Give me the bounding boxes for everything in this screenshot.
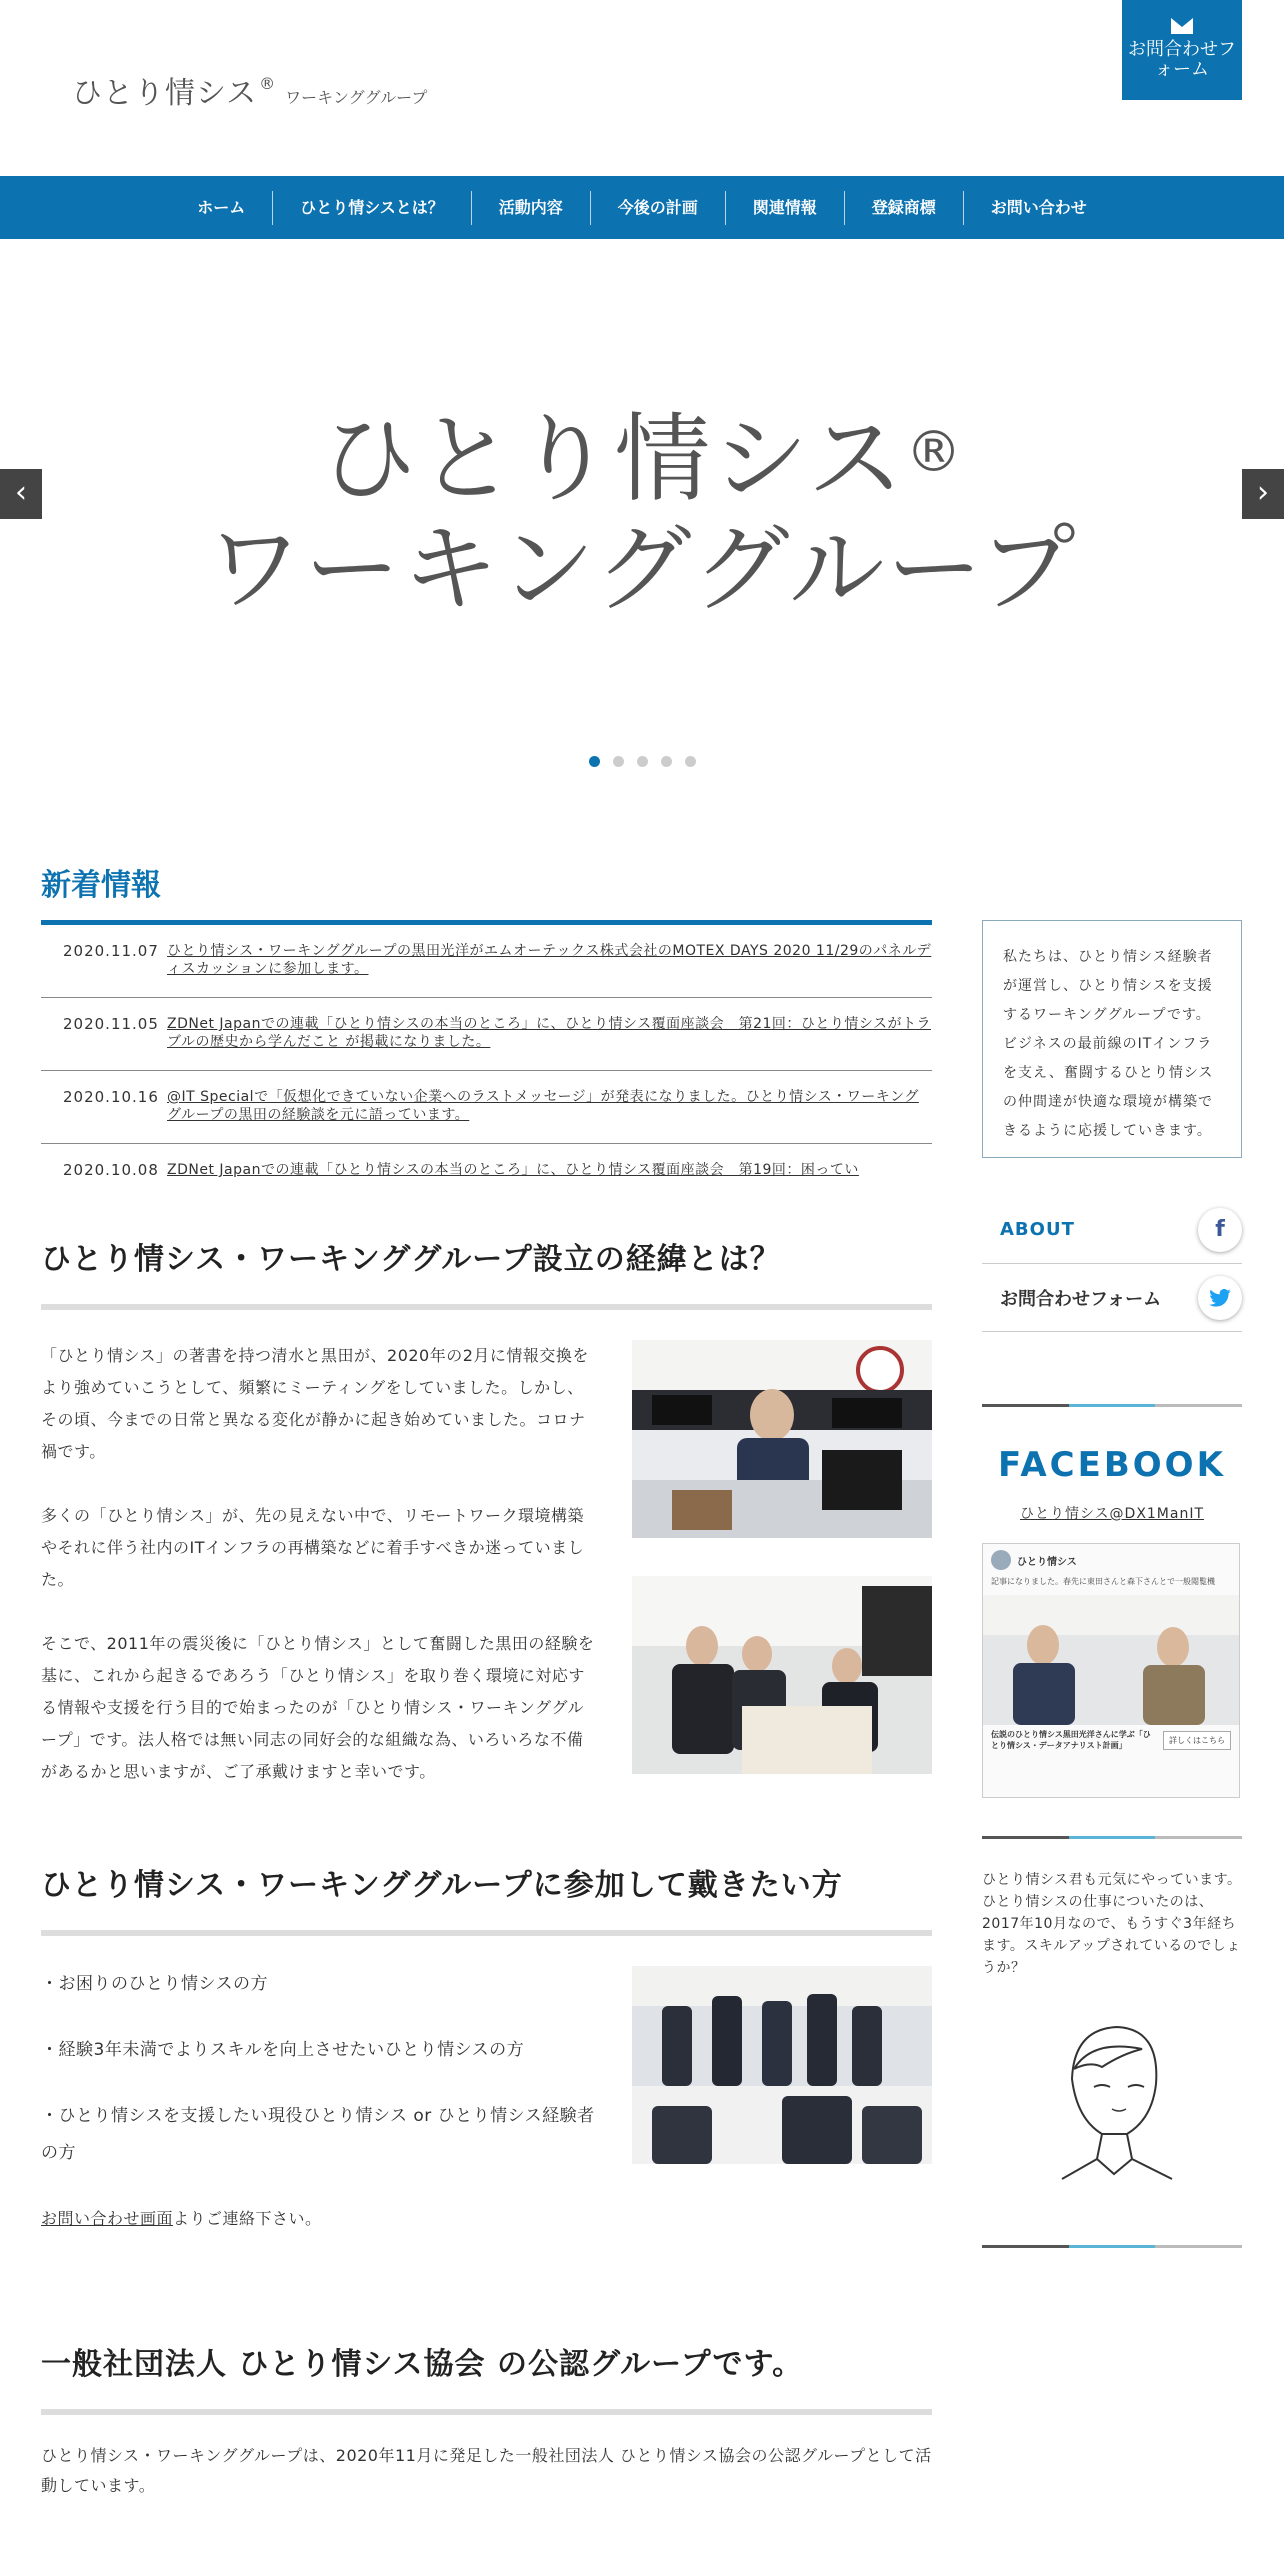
slider-dot-3[interactable] — [637, 756, 648, 767]
section-founding-body — [41, 1340, 932, 1820]
fb-card-header — [983, 1544, 1239, 1576]
news-item — [41, 925, 932, 998]
site-header — [0, 0, 1284, 176]
facebook-top-divider — [982, 1404, 1242, 1407]
hero-title-line2: ワーキンググループ — [206, 513, 1078, 625]
target-bullet: ・お困りのひとり情シスの方 — [41, 1974, 268, 1994]
section-founding-photos — [632, 1340, 932, 1820]
news-date: 2020.11.07 — [63, 942, 159, 960]
paragraph: そこで、2011年の震災後に「ひとり情シス」として奮闘した黒田の経験を基に、これから起きるであろう「ひとり情シス」を取り巻く環境に対応する情報や支援を行う目的で始まったのが「ひとり情シス・ワーキンググループ」です。法人格では無い同志の同好会的な組織な為、いろいろな不備があるかと思いますが、ご了承戴けますと幸いです。 — [41, 1634, 595, 1781]
meeting-photo-1 — [632, 1340, 932, 1538]
logo-title: ひとり情シス — [72, 76, 258, 111]
section-founding-text — [41, 1340, 598, 1820]
nav-about[interactable]: ひとり情シスとは？ — [272, 191, 471, 225]
section-founding — [41, 1234, 932, 1820]
hero-title-line1: ひとり情シス — [320, 403, 906, 515]
fb-avatar — [991, 1550, 1011, 1570]
contact-line-tail: よりご連絡下さい。 — [173, 2209, 322, 2228]
news-date: 2020.10.16 — [63, 1088, 159, 1106]
news-date: 2020.10.08 — [63, 1161, 159, 1178]
section-association-title: 一般社団法人 ひとり情シス協会 の公認グループです。 — [41, 2339, 932, 2415]
target-bullet: ・ひとり情シスを支援したい現役ひとり情シス or ひとり情シス経験者の方 — [41, 2106, 595, 2163]
news-link[interactable]: ZDNet Japanでの連載「ひとり情シスの本当のところ」に、ひとり情シス覆面座談会 第21回：ひとり情シスがトラブルの歴史から学んだこと が掲載になりました。 — [167, 1016, 931, 1050]
slider-next-button[interactable] — [1242, 469, 1284, 519]
slider-dot-4[interactable] — [661, 756, 672, 767]
sidebar-about-link[interactable] — [982, 1196, 1242, 1264]
sidebar-form-link[interactable] — [982, 1264, 1242, 1332]
nav-activities[interactable]: 活動内容 — [471, 191, 590, 225]
global-nav — [0, 176, 1284, 239]
sidebar — [982, 920, 1242, 2248]
section-target-photos — [632, 1966, 932, 2172]
news-heading: 新着情報 — [41, 868, 161, 903]
contact-form-button[interactable] — [1122, 0, 1242, 100]
contact-form-label: お問合わせフォーム — [1128, 39, 1236, 80]
about-box: 私たちは、ひとり情シス経験者が運営し、ひとり情シスを支援するワーキンググループです。ビジネスの最前線のITインフラを支え、奮闘するひとり情シスの仲間達が快適な環境が構築できるように応援していきます。 — [982, 920, 1242, 1158]
nav-plans[interactable]: 今後の計画 — [590, 191, 725, 225]
paragraph: 多くの「ひとり情シス」が、先の見えない中で、リモートワーク環境構築やそれに伴う社内のITインフラの再構築などに着手すべきか迷っていました。 — [41, 1506, 585, 1589]
section-target-text — [41, 1966, 598, 2172]
slider-dot-1[interactable] — [589, 756, 600, 767]
facebook-bottom-divider — [982, 1836, 1242, 1839]
slider-dot-5[interactable] — [685, 756, 696, 767]
hero-registered-mark: ® — [905, 420, 964, 485]
fb-card-post: 記事になりました。春先に東田さんと森下さんとで一般閲覧機 — [991, 1577, 1215, 1586]
facebook-embed[interactable] — [982, 1543, 1240, 1798]
section-founding-title: ひとり情シス・ワーキンググループ設立の経緯とは？ — [41, 1234, 932, 1310]
slider-pagination — [0, 756, 1284, 767]
section-target — [41, 1860, 932, 2229]
nav-related[interactable]: 関連情報 — [725, 191, 844, 225]
fb-card-button[interactable]: 詳しくはこちら — [1163, 1731, 1231, 1750]
paragraph: 「ひとり情シス」の著書を持つ清水と黒田が、2020年の2月に情報交換をより強めていこうとして、頻繁にミーティングをしていました。しかし、その頃、今までの日常と異なる変化が静かに起き始めていました。コロナ禍です。 — [41, 1346, 589, 1461]
nav-trademark[interactable]: 登録商標 — [844, 191, 963, 225]
fb-card-name: ひとり情シス — [1017, 1556, 1077, 1568]
character-illustration — [982, 2009, 1242, 2189]
section-target-title: ひとり情シス・ワーキンググループに参加して戴きたい方 — [41, 1860, 932, 1936]
fb-card-image — [983, 1595, 1239, 1725]
facebook-page-link[interactable]: ひとり情シス@DX1ManIT — [1019, 1506, 1205, 1522]
meeting-photo-2 — [632, 1576, 932, 1774]
news-link[interactable]: ひとり情シス・ワーキンググループの黒田光洋がエムオーテックス株式会社のMOTEX DAYS 2020 11/29のパネルディスカッションに参加します。 — [167, 943, 932, 977]
main-content — [41, 860, 932, 2501]
news-link[interactable]: ZDNet Japanでの連載「ひとり情シスの本当のところ」に、ひとり情シス覆面座談会 第19回：困ってい — [167, 1162, 859, 1178]
nav-contact[interactable]: お問い合わせ — [963, 191, 1114, 225]
form-link-label: お問合わせフォーム — [1000, 1288, 1162, 1310]
section-association — [41, 2339, 932, 2501]
news-link[interactable]: @IT Specialで「仮想化できていない企業へのラストメッセージ」が発表になりました。ひとり情シス・ワーキンググループの黒田の経験談を元に語っています。 — [167, 1089, 919, 1123]
sidebar-note: ひとり情シス君も元気にやっています。ひとり情シスの仕事についたのは、2017年10月なので、もうすぐ3年経ちます。スキルアップされているのでしょうか？ — [982, 1872, 1242, 1976]
section-target-body — [41, 1966, 932, 2172]
facebook-icon[interactable]: f — [1198, 1208, 1242, 1252]
contact-line — [41, 2206, 932, 2229]
chevron-left-icon: ‹ — [15, 475, 27, 510]
news-item — [41, 1144, 932, 1178]
contact-page-link[interactable]: お問い合わせ画面 — [41, 2209, 174, 2228]
fb-card-title: 伝説のひとり情シス黒田光洋さんに学ぶ「ひとり情シス・データアナリスト計画」 — [991, 1730, 1151, 1750]
sidebar-bottom-divider — [982, 2245, 1242, 2248]
slider-dot-2[interactable] — [613, 756, 624, 767]
site-logo[interactable] — [72, 68, 427, 112]
nav-home[interactable]: ホーム — [197, 197, 246, 217]
hero-slider — [0, 239, 1284, 809]
slider-prev-button[interactable] — [0, 469, 42, 519]
logo-registered-mark: ® — [259, 74, 276, 93]
logo-subtitle: ワーキンググループ — [285, 88, 428, 107]
chevron-right-icon: › — [1257, 475, 1269, 510]
workshop-photo — [632, 1966, 932, 2164]
fb-card-footer — [983, 1725, 1239, 1755]
twitter-icon[interactable] — [1198, 1276, 1242, 1320]
news-date: 2020.11.05 — [63, 1015, 159, 1033]
about-link-label: ABOUT — [1000, 1219, 1075, 1240]
target-bullet: ・経験3年未満でよりスキルを向上させたいひとり情シスの方 — [41, 2040, 525, 2060]
section-association-body: ひとり情シス・ワーキンググループは、2020年11月に発足した一般社団法人 ひとり情シス協会の公認グループとして活動しています。 — [41, 2446, 932, 2495]
facebook-heading: FACEBOOK — [998, 1445, 1226, 1485]
mail-icon — [1171, 18, 1193, 34]
news-item — [41, 1071, 932, 1144]
hero-title — [0, 404, 1284, 624]
news-list[interactable] — [41, 920, 932, 1178]
news-item — [41, 998, 932, 1071]
